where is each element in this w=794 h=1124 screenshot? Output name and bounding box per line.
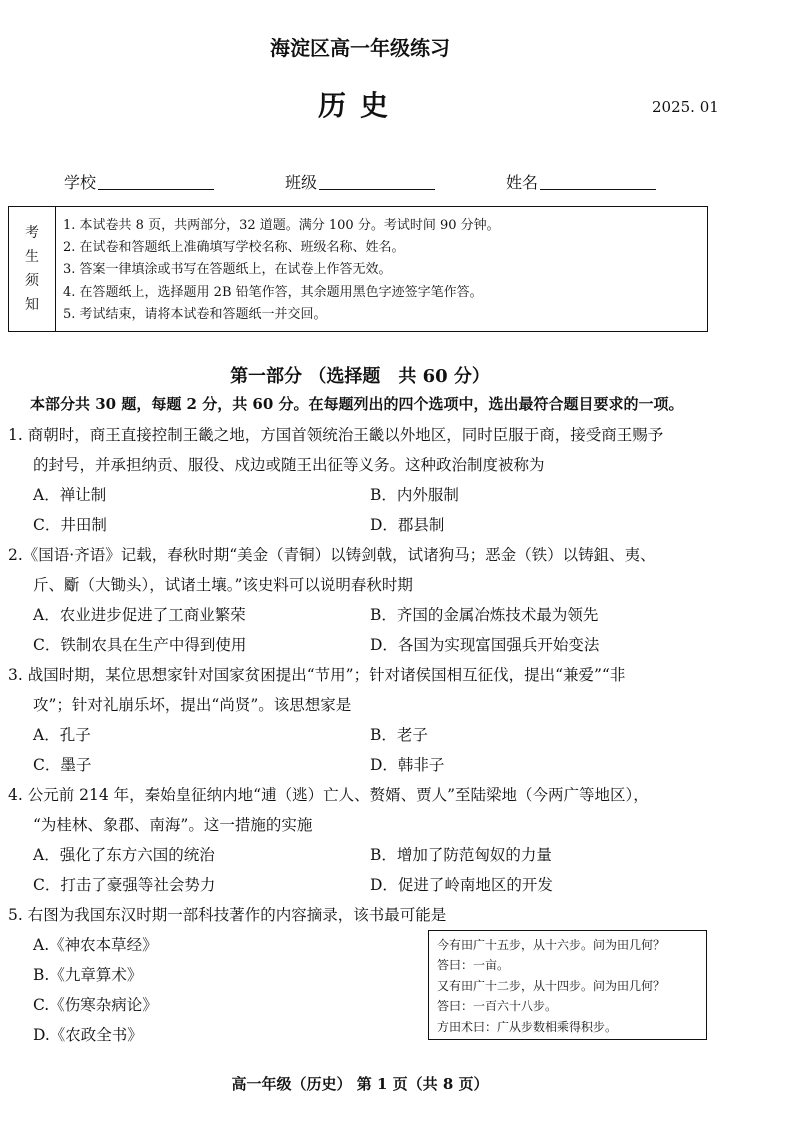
question-2-stem-line: 2.《国语·齐语》记载，春秋时期“美金（青铜）以铸剑戟，试诸狗马；恶金（铁）以铸鉏、夷、	[8, 546, 656, 564]
question-5-option-a[interactable]: A.《神农本草经》	[33, 936, 158, 954]
class-label: 班级	[285, 173, 318, 192]
question-4-stem-line: 4. 公元前 214 年，秦始皇征纳内地“逋（逃）亡人、赘婿、贾人”至陆梁地（今两广等地区），	[8, 786, 649, 804]
excerpt-line: 答曰：一百六十八步。	[437, 999, 558, 1014]
question-3-option-c[interactable]: C．墨子	[33, 756, 92, 774]
question-1-option-d[interactable]: D．郡县制	[370, 516, 445, 534]
excerpt-line: 答曰：一亩。	[437, 958, 510, 973]
question-2-option-c[interactable]: C．铁制农具在生产中得到使用	[33, 636, 247, 654]
excerpt-line: 今有田广十五步，从十六步。问为田几何？	[437, 938, 666, 952]
name-label: 姓名	[506, 173, 539, 192]
question-2-option-a[interactable]: A．农业进步促进了工商业繁荣	[33, 606, 246, 624]
exam-notice-box	[8, 206, 708, 332]
class-field	[285, 170, 435, 193]
notice-item: 1. 本试卷共 8 页，共两部分，32 道题。满分 100 分。考试时间 90 分钟。	[63, 218, 500, 233]
question-3-option-a[interactable]: A．孔子	[33, 726, 91, 744]
notice-heading-char: 须	[25, 273, 39, 289]
question-4-option-d[interactable]: D．促进了岭南地区的开发	[370, 876, 553, 894]
page-footer: 高一年级（历史） 第 1 页（共 8 页）	[231, 1075, 489, 1093]
notice-heading	[9, 207, 56, 331]
excerpt-line: 又有田广十二步，从十四步。问为田几何？	[437, 978, 666, 993]
notice-item: 5. 考试结束，请将本试卷和答题纸一并交回。	[63, 306, 327, 322]
question-3-stem-line: 3. 战国时期，某位思想家针对国家贫困提出“节用”；针对诸侯国相互征伐，提出“兼爱”“非	[8, 666, 626, 684]
subject-title: 历史	[317, 89, 402, 122]
question-5-stem-line: 5. 右图为我国东汉时期一部科技著作的内容摘录，该书最可能是	[8, 906, 447, 924]
question-5-option-b[interactable]: B.《九章算术》	[33, 966, 143, 984]
school-field	[64, 170, 214, 193]
notice-item: 3. 答案一律填涂或书写在答题纸上，在试卷上作答无效。	[63, 262, 392, 278]
question-4-option-c[interactable]: C．打击了豪强等社会势力	[33, 876, 216, 894]
question-2-stem-line: 斤、斸（大锄头），试诸土壤。”该史料可以说明春秋时期	[33, 576, 413, 594]
part-one-title: 第一部分 （选择题 共 60 分）	[230, 366, 490, 387]
school-label: 学校	[64, 173, 97, 192]
question-5-excerpt-box	[428, 930, 707, 1040]
name-field	[506, 170, 656, 193]
question-2-option-d[interactable]: D．各国为实现富国强兵开始变法	[370, 636, 600, 654]
question-1-option-c[interactable]: C．井田制	[33, 516, 107, 534]
question-4-stem-line: “为桂林、象郡、南海”。这一措施的实施	[33, 816, 313, 834]
school-blank	[98, 173, 214, 190]
question-1-option-a[interactable]: A．禅让制	[33, 486, 107, 504]
notice-item: 4. 在答题纸上，选择题用 2B 铅笔作答，其余题用黑色字迹签字笔作答。	[63, 284, 483, 300]
excerpt-line: 方田术曰：广从步数相乘得积步。	[437, 1019, 618, 1034]
question-4-option-b[interactable]: B．增加了防范匈奴的力量	[370, 846, 552, 864]
question-1-stem-line: 1. 商朝时，商王直接控制王畿之地，方国首领统治王畿以外地区，同时臣服于商，接受商王赐予	[8, 426, 664, 444]
name-blank	[540, 173, 656, 190]
question-5-option-c[interactable]: C.《伤寒杂病论》	[33, 996, 158, 1014]
notice-heading-char: 生	[25, 249, 39, 265]
question-1-option-b[interactable]: B．内外服制	[370, 486, 459, 504]
notice-heading-char: 知	[25, 297, 39, 313]
notice-list	[63, 215, 500, 326]
question-5-option-d[interactable]: D.《农政全书》	[33, 1026, 143, 1044]
question-4-option-a[interactable]: A．强化了东方六国的统治	[33, 846, 215, 864]
notice-item: 2. 在试卷和答题纸上准确填写学校名称、班级名称、姓名。	[63, 240, 405, 256]
question-1-stem-line: 的封号，并承担纳贡、服役、戍边或随王出征等义务。这种政治制度被称为	[33, 456, 545, 474]
exam-date: 2025. 01	[652, 98, 719, 116]
exam-title: 海淀区高一年级练习	[270, 36, 450, 60]
notice-heading-char: 考	[25, 225, 39, 241]
question-3-option-d[interactable]: D．韩非子	[370, 756, 445, 774]
question-2-option-b[interactable]: B．齐国的金属冶炼技术最为领先	[370, 606, 599, 624]
part-one-description: 本部分共 30 题，每题 2 分，共 60 分。在每题列出的四个选项中，选出最符合题目要求的一项。	[30, 395, 684, 413]
class-blank	[319, 173, 435, 190]
question-3-stem-line: 攻”；针对礼崩乐坏，提出“尚贤”。该思想家是	[33, 696, 352, 714]
question-3-option-b[interactable]: B．老子	[370, 726, 428, 744]
